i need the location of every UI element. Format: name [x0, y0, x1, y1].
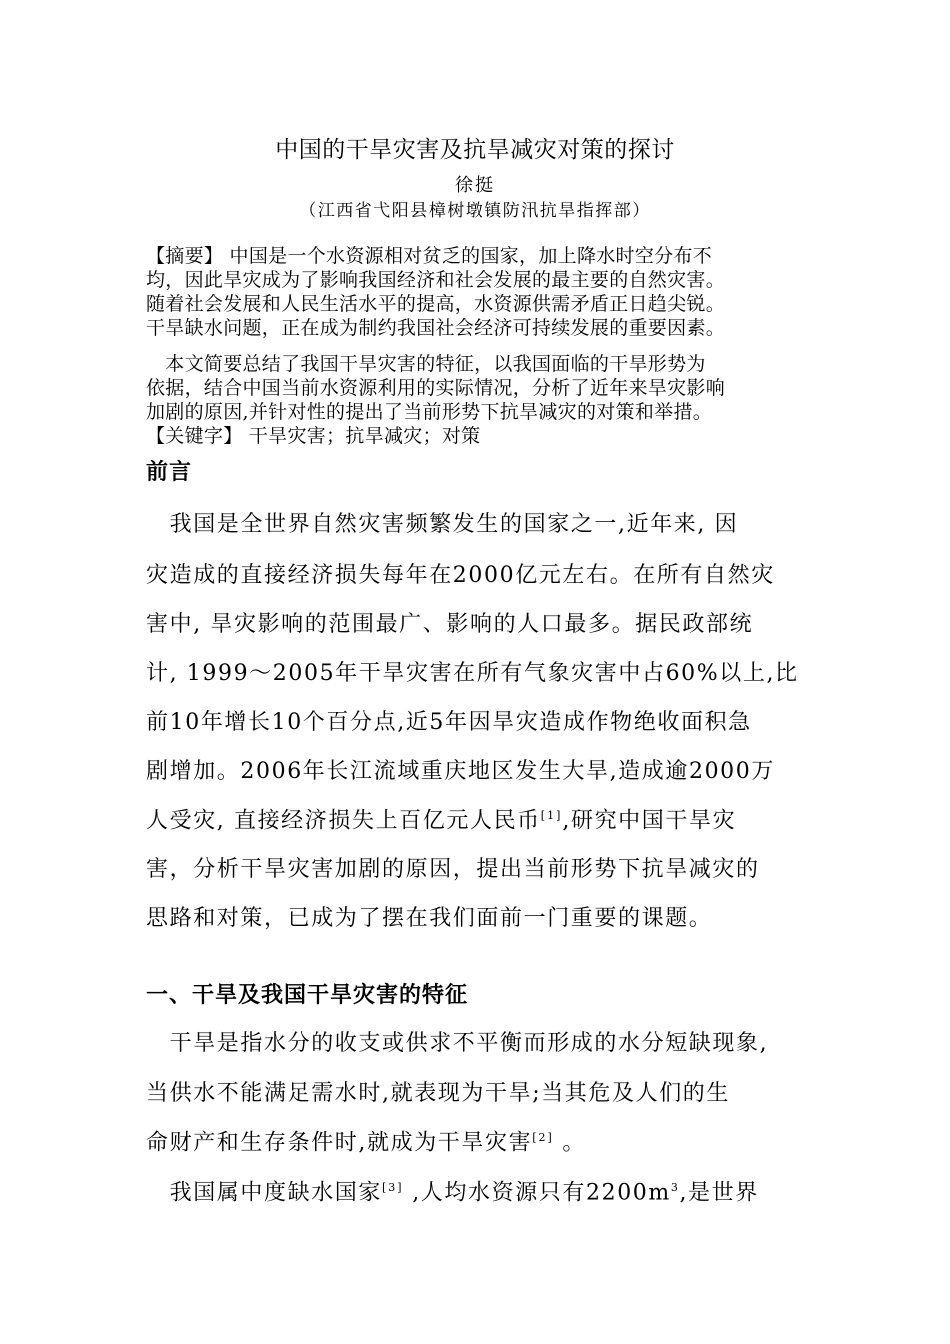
paper-title: 中国的干旱灾害及抗旱减灾对策的探讨: [275, 137, 675, 163]
body-line: 计, 1999～2005年干旱灾害在所有气象灾害中占60%以上,比: [146, 661, 799, 686]
body-line: 前10年增长10个百分点,近5年因旱灾造成作物绝收面积急: [146, 710, 752, 735]
abstract-line: 均，因此旱灾成为了影响我国经济和社会发展的最主要的自然灾害。: [146, 269, 726, 291]
body-text: 我国属中度缺水国家: [146, 1180, 383, 1206]
body-line: [146, 1182, 759, 1204]
abstract-line: 依据，结合中国当前水资源利用的实际情况，分析了近年来旱灾影响: [146, 377, 726, 399]
body-line: 剧增加。2006年长江流域重庆地区发生大旱,造成逾2000万: [146, 759, 775, 784]
section1-heading: 一、干旱及我国干旱灾害的特征: [146, 983, 469, 1008]
body-line: 当供水不能满足需水时,就表现为干旱;当其危及人们的生: [146, 1081, 731, 1106]
abstract-line: 随着社会发展和人民生活水平的提高，水资源供需矛盾正日趋尖锐。: [146, 293, 726, 315]
body-text: ,研究中国干旱灾: [562, 808, 737, 834]
author-name: 徐挺: [455, 175, 495, 196]
author-affiliation: （江西省弋阳县樟树墩镇防汛抗旱指挥部）: [299, 201, 651, 221]
citation-ref: [3]: [382, 1181, 404, 1194]
body-text: ,人均水资源只有2200m: [403, 1180, 671, 1206]
preface-heading: 前言: [146, 460, 193, 485]
body-text: 人受灾, 直接经济损失上百亿元人民币: [146, 808, 541, 834]
body-line: 思路和对策，已成为了摆在我们面前一门重要的课题。: [146, 906, 713, 931]
body-line: 灾造成的直接经济损失每年在2000亿元左右。在所有自然灾: [146, 563, 775, 588]
body-text: 命财产和生存条件时,就成为干旱灾害: [146, 1130, 533, 1156]
keywords-line: 【关键字】 干旱灾害；抗旱减灾；对策: [146, 425, 481, 447]
body-line: [146, 1132, 586, 1154]
body-line: 害，分析干旱灾害加剧的原因，提出当前形势下抗旱减灾的: [146, 857, 760, 882]
citation-ref: [1]: [540, 809, 563, 822]
abstract-line: 干旱缺水问题，正在成为制约我国社会经济可持续发展的重要因素。: [146, 317, 726, 339]
abstract-line: 本文简要总结了我国干旱灾害的特征，以我国面临的干旱形势为: [146, 353, 706, 375]
citation-ref: [2]: [532, 1131, 554, 1144]
body-line: 干旱是指水分的收支或供求不平衡而形成的水分短缺现象,: [146, 1031, 769, 1056]
body-text: 。: [553, 1130, 586, 1156]
body-line: 害中, 旱灾影响的范围最广、影响的人口最多。据民政部统: [146, 612, 754, 637]
body-text: ,是世界: [679, 1180, 759, 1206]
body-line: [146, 810, 736, 832]
abstract-line: 加剧的原因,并针对性的提出了当前形势下抗旱减灾的对策和举措。: [146, 401, 713, 423]
body-line: 我国是全世界自然灾害频繁发生的国家之一,近年来, 因: [146, 512, 739, 537]
unit-superscript: 3: [670, 1181, 680, 1194]
abstract-line: 【摘要】 中国是一个水资源相对贫乏的国家，加上降水时空分布不: [146, 245, 713, 267]
